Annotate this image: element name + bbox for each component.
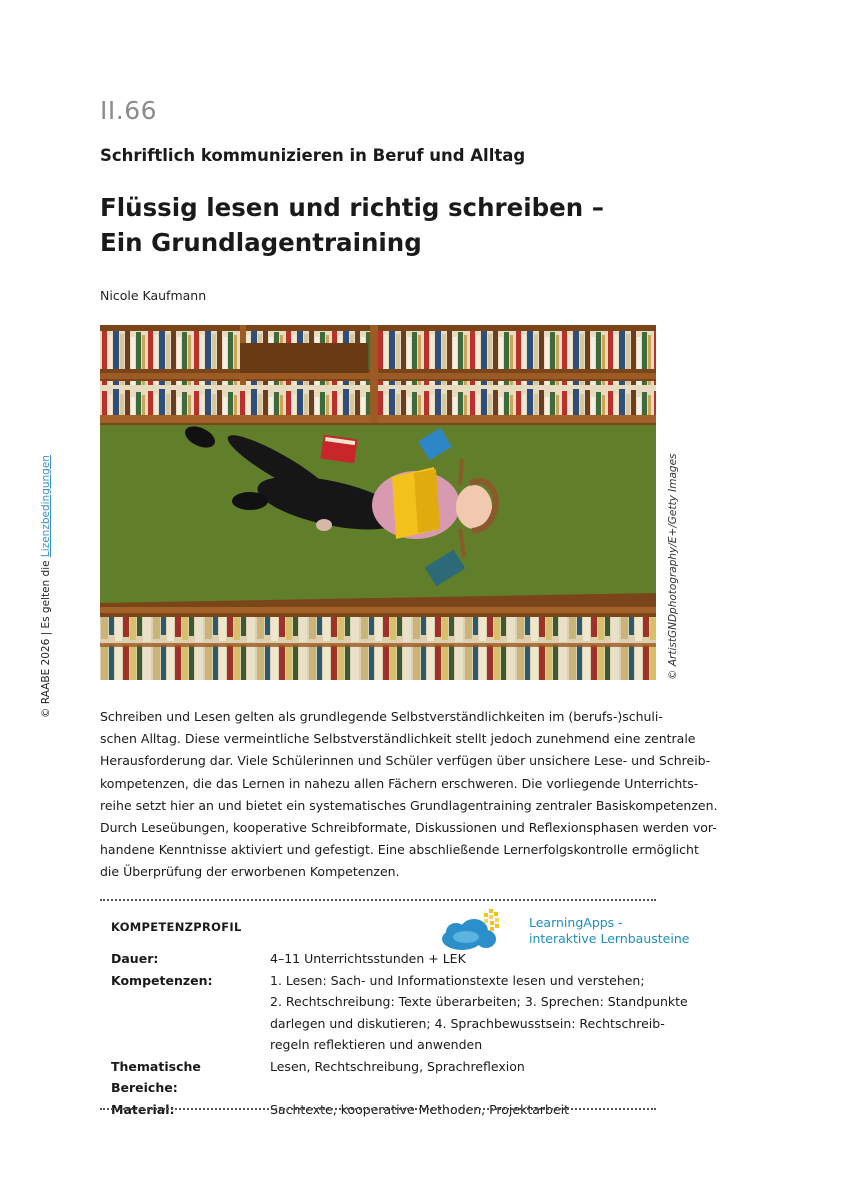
learningapps-tagline: interaktive Lernbausteine [529, 931, 690, 946]
profile-value [270, 948, 656, 970]
profile-label: Material: [111, 1101, 175, 1117]
profile-value [270, 970, 688, 1056]
learningapps-name: LearningApps - [529, 915, 623, 930]
learningapps-label[interactable] [529, 915, 689, 947]
title-line: Flüssig lesen und richtig schreiben – [100, 193, 604, 222]
profile-label: Kompetenzen: [111, 972, 213, 988]
intro-line: Durch Leseübungen, kooperative Schreibformate, Diskussionen und Reflexionsphasen werden vor- [100, 820, 717, 836]
profile-row-topics [111, 1056, 656, 1099]
intro-line: Herausforderung dar. Viele Schülerinnen und Schüler verfügen über unsichere Lese- und Schreib- [100, 753, 711, 769]
profile-value-line: 1. Lesen: Sach- und Informationstexte lesen und verstehen; [270, 972, 645, 988]
intro-line: die Überprüfung der erworbenen Kompetenzen. [100, 864, 400, 880]
profile-value-line: 4–11 Unterrichtsstunden + LEK [270, 951, 466, 966]
profile-value [270, 1056, 656, 1099]
intro-line: schen Alltag. Diese vermeintliche Selbstverständlichkeit stellt jedoch zunehmend eine zentrale [100, 731, 696, 747]
license-link[interactable]: Lizenzbedingungen [40, 455, 52, 558]
profile-value-line: regeln reflektieren und anwenden [270, 1037, 483, 1052]
profile-value-line: darlegen und diskutieren; 4. Sprachbewusstsein: Rechtschreib- [270, 1015, 665, 1031]
profile-value-line: 2. Rechtschreibung: Texte überarbeiten; 3. Sprechen: Standpunkte [270, 994, 688, 1009]
copyright-notice [40, 455, 52, 718]
page-title [100, 190, 604, 260]
bottom-bookshelf [100, 593, 656, 680]
profile-value-line: Sachtexte, kooperative Methoden, Projektarbeit [270, 1101, 570, 1117]
profile-value-line: Lesen, Rechtschreibung, Sprachreflexion [270, 1058, 525, 1074]
divider-top [100, 899, 656, 901]
cloud-icon [442, 909, 499, 950]
author-name: Nicole Kaufmann [100, 288, 207, 303]
unit-number: II.66 [100, 96, 158, 125]
competence-profile-table [111, 948, 688, 1120]
intro-line: Schreiben und Lesen gelten als grundlegende Selbstverständlichkeiten im (berufs-)schuli- [100, 709, 663, 724]
profile-label: Thematische Bereiche: [111, 1058, 201, 1095]
intro-paragraph [100, 706, 718, 884]
photo-credit: © ArtistGNDphotography/E+/Getty Images [667, 453, 679, 680]
intro-line: handene Kenntnisse aktiviert und gefestigt. Eine abschließende Lernerfolgskontrolle ermöglicht [100, 842, 699, 858]
divider-bottom [100, 1108, 656, 1110]
profile-heading: KOMPETENZPROFIL [111, 920, 242, 934]
intro-line: kompetenzen, die das Lernen in nahezu allen Fächern erschweren. Die vorliegende Unterrichts- [100, 775, 699, 791]
title-line: Ein Grundlagentraining [100, 228, 422, 257]
series-title: Schriftlich kommunizieren in Beruf und Alltag [100, 146, 526, 165]
top-bookshelf [100, 325, 656, 425]
profile-row-duration [111, 948, 656, 970]
profile-row-competences [111, 970, 688, 1056]
profile-label: Dauer: [111, 951, 159, 966]
copyright-text: © RAABE 2026 | Es gelten die [40, 557, 52, 718]
intro-line: reihe setzt hier an und bietet ein systematisches Grundlagentraining zentraler Basiskompetenzen. [100, 797, 718, 813]
cover-photo [100, 325, 656, 680]
